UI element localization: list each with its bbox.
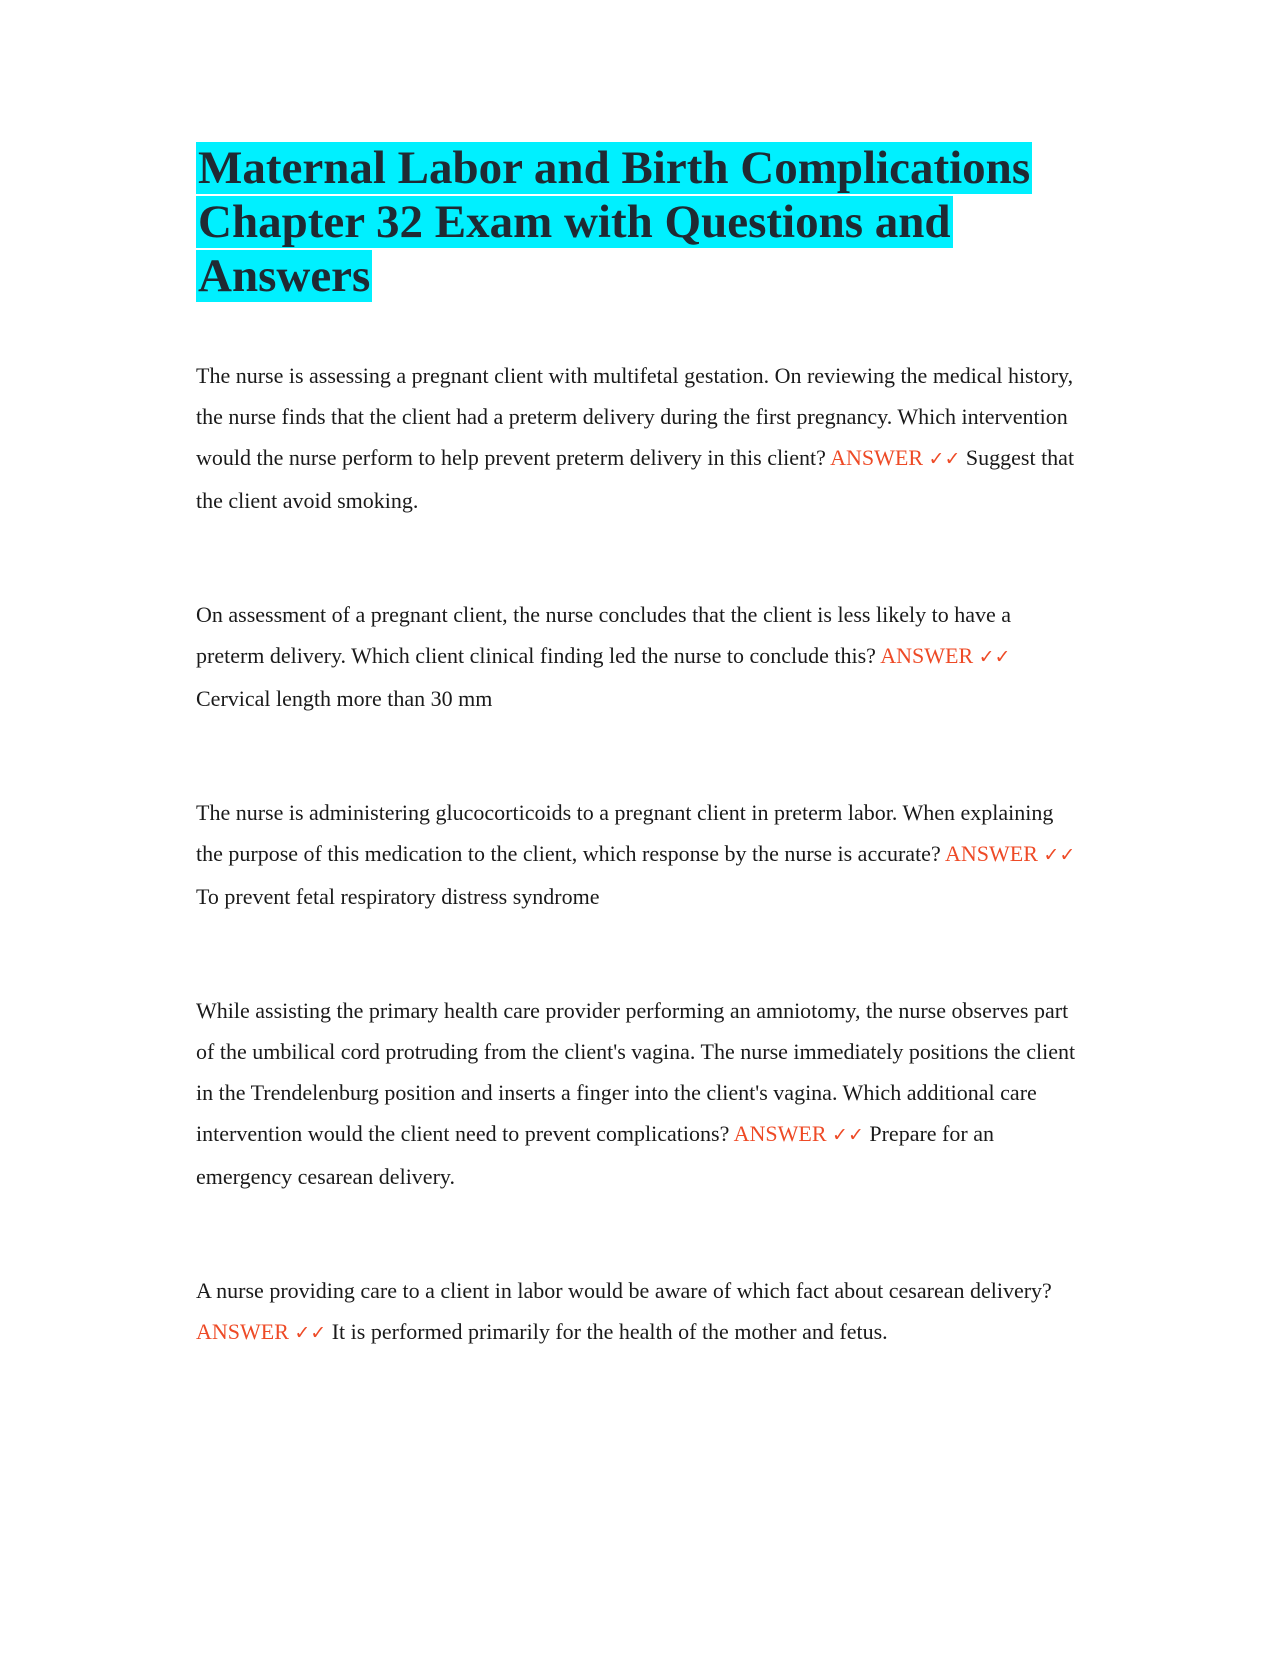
page-title — [196, 141, 1076, 303]
answer-label: ANSWER — [880, 643, 974, 668]
answer-label: ANSWER — [945, 841, 1038, 866]
question-answer-item — [196, 355, 1076, 521]
question-text: A nurse providing care to a client in labor would be aware of which fact about cesarean delivery? — [196, 1278, 1052, 1303]
title-highlight: Maternal Labor and Birth Complications Chapter 32 Exam with Questions and Answers — [198, 142, 1031, 302]
question-answer-item — [196, 1270, 1076, 1354]
question-answer-item — [196, 792, 1076, 917]
answer-text: Cervical length more than 30 mm — [196, 686, 493, 711]
answer-text: Suggest that the client avoid smoking. — [196, 445, 1075, 513]
double-check-icon: ✓✓ — [928, 448, 961, 470]
question-answer-item — [196, 594, 1076, 719]
answer-text: Prepare for an emergency cesarean delivery. — [196, 1121, 994, 1189]
question-text: The nurse is administering glucocorticoids to a pregnant client in preterm labor. When explaining the purpose of this medication to the client, which response by the nurse is accurate? — [196, 800, 1054, 866]
question-text: The nurse is assessing a pregnant client with multifetal gestation. On reviewing the medical history, the nurse finds that the client had a preterm delivery during the first pregnancy. Which intervention would the nurse perform to help prevent preterm delivery in this client? — [196, 363, 1074, 470]
answer-text: To prevent fetal respiratory distress syndrome — [196, 884, 600, 909]
question-text: On assessment of a pregnant client, the nurse concludes that the client is less likely to have a preterm delivery. Which client clinical finding led the nurse to conclude this? — [196, 602, 1011, 668]
answer-label: ANSWER — [830, 445, 924, 470]
question-answer-item — [196, 990, 1076, 1197]
double-check-icon: ✓✓ — [832, 1124, 864, 1146]
answer-label: ANSWER — [196, 1319, 289, 1344]
question-text: While assisting the primary health care provider performing an amniotomy, the nurse observes part of the umbilical cord protruding from the client's vagina. The nurse immediately positions the client in the Trendelenburg position and inserts a finger into the client's vagina. Which additional care intervention would the client need to prevent complications? — [196, 998, 1076, 1146]
title-block — [196, 141, 1076, 303]
double-check-icon: ✓✓ — [1043, 844, 1076, 866]
double-check-icon: ✓✓ — [294, 1322, 327, 1344]
double-check-icon: ✓✓ — [978, 646, 1011, 668]
answer-text: It is performed primarily for the health of the mother and fetus. — [331, 1319, 888, 1344]
answer-label: ANSWER — [733, 1121, 827, 1146]
